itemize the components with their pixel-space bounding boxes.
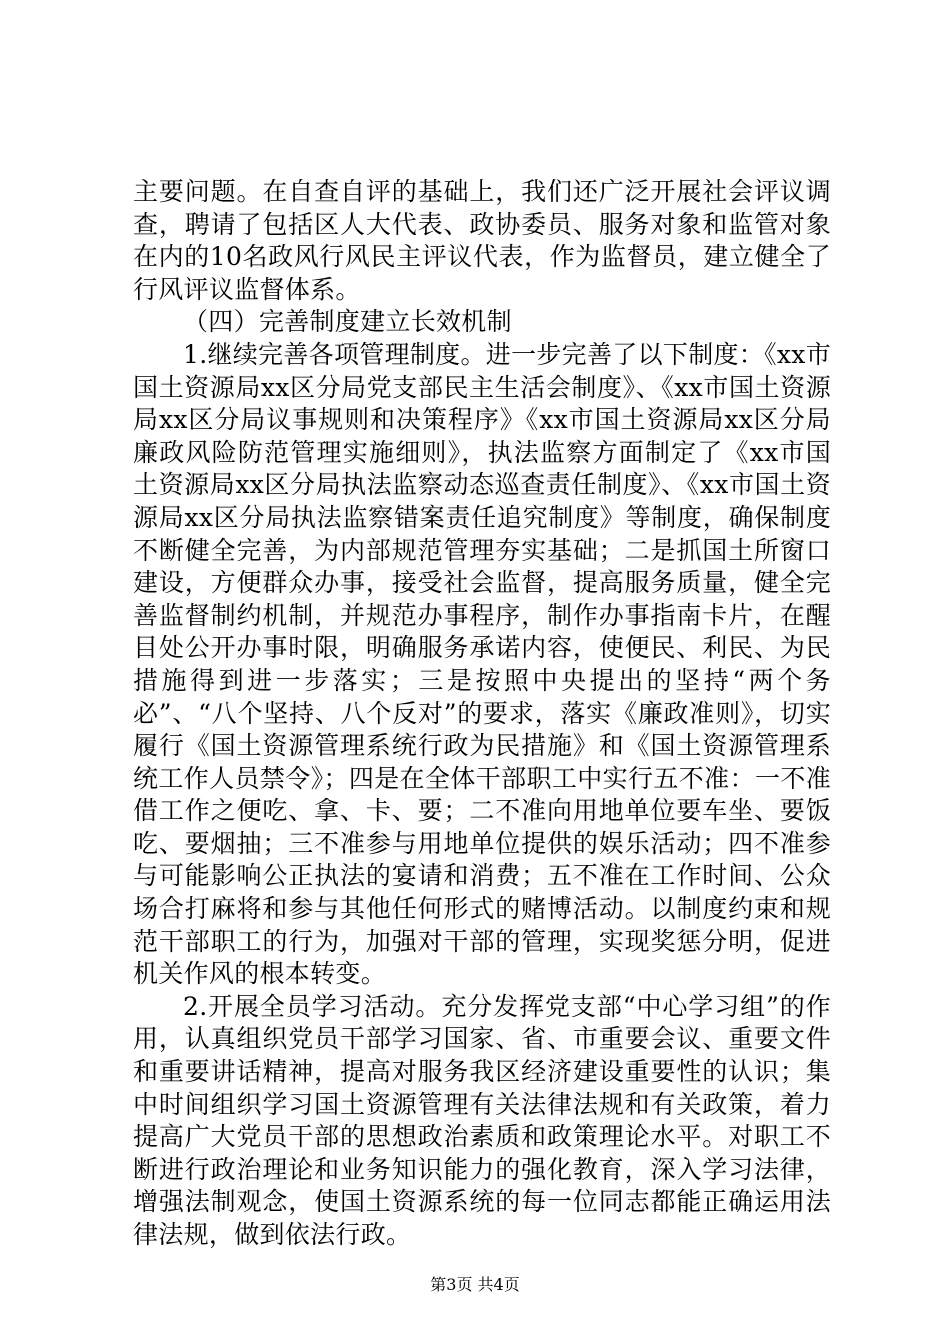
paragraph-management-rules: 1.继续完善各项管理制度。进一步完善了以下制度：《xx市国土资源局xx区分局党支部民主生活会制度》、《xx市国土资源局xx区分局议事规则和决策程序》《xx市国土资源局xx区分局廉政风险防范管理实施细则》，执法监察方面制定了《xx市国土资源局xx区分局执法监察动态巡查责任制度》、《xx市国土资源局xx区分局执法监察错案责任追究制度》等制度，确保制度不断健全完善，为内部规范管理夯实基础；二是抓国土所窗口建设，方便群众办事，接受社会监督，提高服务质量，健全完善监督制约机制，并规范办事程序，制作办事指南卡片，在醒目处公开办事时限，明确服务承诺内容，使便民、利民、为民措施得到进一步落实；三是按照中央提出的坚持“两个务必”、“八个坚持、八个反对”的要求，落实《廉政准则》，切实履行《国土资源管理系统行政为民措施》和《国土资源管理系统工作人员禁令》；四是在全体干部职工中实行五不准：一不准借工作之便吃、拿、卡、要；二不准向用地单位要车坐、要饭吃、要烟抽；三不准参与用地单位提供的娱乐活动；四不准参与可能影响公正执法的宴请和消费；五不准在工作时间、公众场合打麻将和参与其他任何形式的赌博活动。以制度约束和规范干部职工的行为，加强对干部的管理，实现奖惩分明，促进机关作风的根本转变。 <box>133 339 831 989</box>
paragraph-study-activities: 2.开展全员学习活动。充分发挥党支部“中心学习组”的作用，认真组织党员干部学习国家、省、市重要会议、重要文件和重要讲话精神，提高对服务我区经济建设重要性的认识；集中时间组织学习国土资源管理有关法律法规和有关政策，着力提高广大党员干部的思想政治素质和政策理论水平。对职工不断进行政治理论和业务知识能力的强化教育，深入学习法律，增强法制观念，使国土资源系统的每一位同志都能正确运用法律法规，做到依法行政。 <box>133 991 831 1249</box>
section-heading: （四）完善制度建立长效机制 <box>183 307 512 337</box>
page-number-footer: 第3页 共4页 <box>430 1275 520 1294</box>
paragraph-continuation: 主要问题。在自查自评的基础上，我们还广泛开展社会评议调查，聘请了包括区人大代表、政协委员、服务对象和监管对象在内的10名政风行风民主评议代表，作为监督员，建立健全了行风评议监督体系。 <box>133 177 831 304</box>
document-body <box>133 176 831 1252</box>
